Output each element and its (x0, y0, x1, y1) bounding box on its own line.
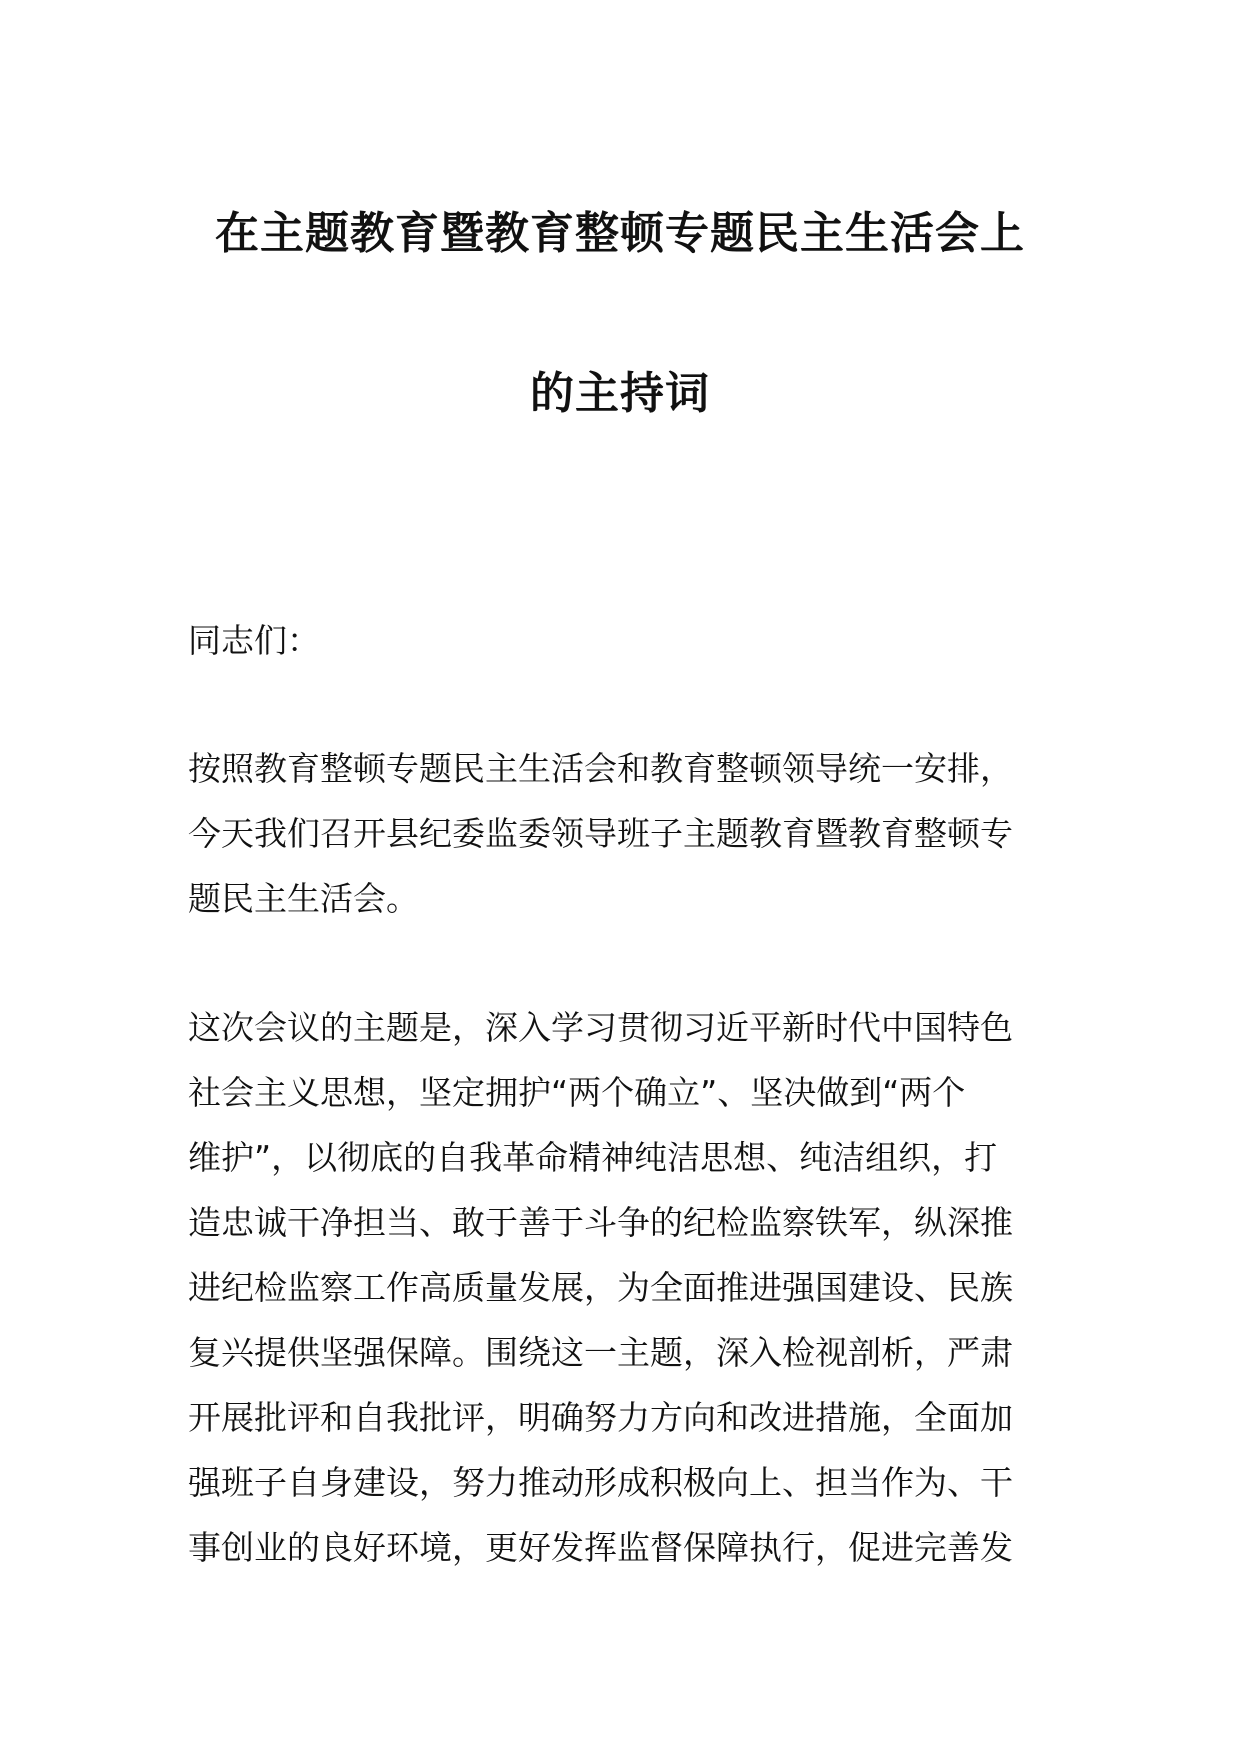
paragraph-2-line: 这次会议的主题是，深入学习贯彻习近平新时代中国特色 (188, 1008, 1013, 1047)
document-title-line-2: 的主持词 (530, 368, 710, 419)
paragraph-2-line: 复兴提供坚强保障。围绕这一主题，深入检视剖析，严肃 (188, 1333, 1013, 1372)
paragraph-2-line: 造忠诚干净担当、敢于善于斗争的纪检监察铁军，纵深推 (188, 1203, 1013, 1242)
paragraph-2-line: 开展批评和自我批评，明确努力方向和改进措施，全面加 (188, 1398, 1013, 1437)
paragraph-1-line: 今天我们召开县纪委监委领导班子主题教育暨教育整顿专 (188, 814, 1013, 853)
paragraph-1 (188, 736, 1054, 931)
paragraph-2-line: 社会主义思想，坚定拥护“两个确立”、坚决做到“两个 (188, 1073, 966, 1112)
paragraph-1-line: 题民主生活会。 (188, 879, 419, 918)
paragraph-2 (188, 995, 1054, 1580)
greeting: 同志们： (188, 621, 320, 660)
paragraph-2-line: 维护”，以彻底的自我革命精神纯洁思想、纯洁组织，打 (188, 1138, 998, 1177)
paragraph-2-line: 强班子自身建设，努力推动形成积极向上、担当作为、干 (188, 1463, 1013, 1502)
paragraph-2-line: 事创业的良好环境，更好发挥监督保障执行，促进完善发 (188, 1528, 1013, 1567)
document-title-line-1: 在主题教育暨教育整顿专题民主生活会上 (215, 208, 1025, 259)
paragraph-2-line: 进纪检监察工作高质量发展，为全面推进强国建设、民族 (188, 1268, 1013, 1307)
paragraph-1-line: 按照教育整顿专题民主生活会和教育整顿领导统一安排， (188, 749, 1013, 788)
